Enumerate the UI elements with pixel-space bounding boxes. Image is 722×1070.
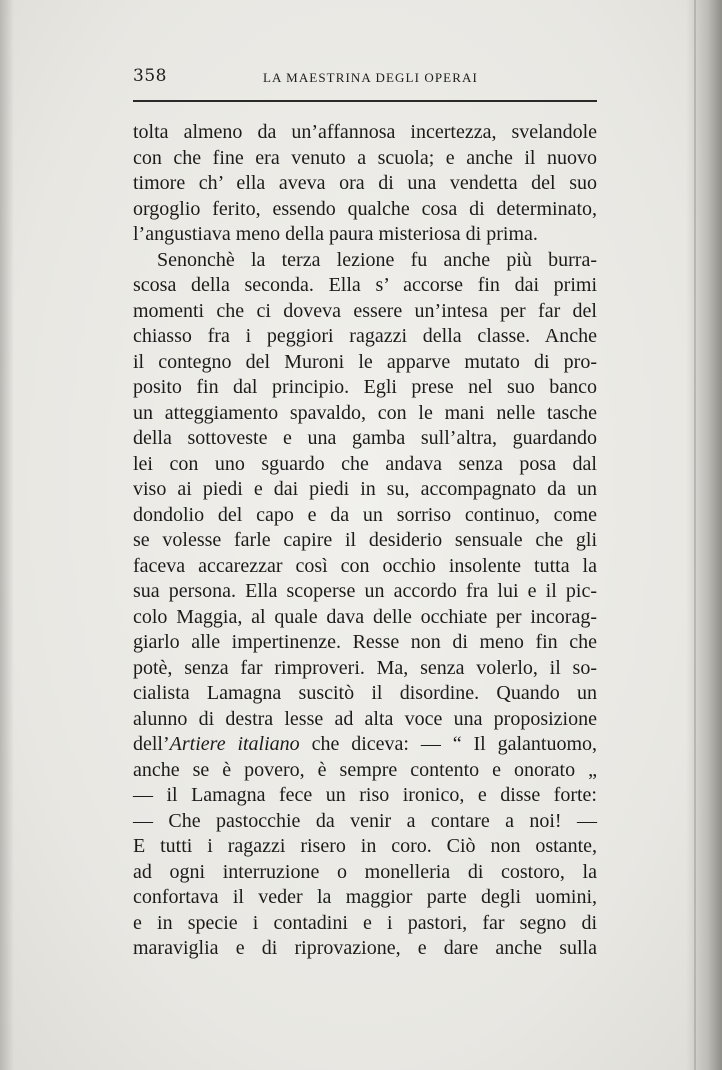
text-line: con che fine era venuto a scuola; e anche il nuovo bbox=[133, 146, 597, 169]
page-number: 358 bbox=[133, 66, 167, 86]
text-line: Senonchè la terza lezione fu anche più burra- bbox=[157, 248, 597, 271]
text-line: viso ai piedi e dai piedi in su, accompagnato da un bbox=[133, 478, 597, 500]
text-line: alunno di destra lesse ad alta voce una proposizione bbox=[133, 707, 597, 730]
text-line: della sottoveste e una gamba sull’altra, guardando bbox=[133, 427, 597, 449]
text-line: orgoglio ferito, essendo qualche cosa di determinato, bbox=[133, 197, 597, 220]
text-line: sua persona. Ella scoperse un accordo fra lui e il pic- bbox=[133, 580, 597, 602]
text-line: lei con uno sguardo che andava senza posa dal bbox=[133, 452, 597, 475]
page-gutter-line bbox=[694, 0, 696, 1070]
text-line: E tutti i ragazzi risero in coro. Ciò non ostante, bbox=[133, 835, 597, 857]
text-line-prefix: dell’ bbox=[133, 733, 170, 755]
text-line: momenti che ci doveva essere un’intesa per far del bbox=[133, 299, 597, 322]
text-line: se volesse farle capire il desiderio sensuale che gli bbox=[133, 529, 597, 551]
text-line: posito fin dal principio. Egli prese nel suo banco bbox=[133, 376, 597, 398]
text-line: colo Maggia, al quale dava delle occhiate per incorag- bbox=[133, 605, 597, 628]
text-line: potè, senza far rimproveri. Ma, senza volerlo, il so- bbox=[133, 656, 597, 679]
text-line: l’angustiava meno della paura misteriosa di prima. bbox=[133, 223, 538, 245]
text-line: — il Lamagna fece un riso ironico, e disse forte: bbox=[133, 784, 597, 806]
body-text bbox=[133, 120, 597, 962]
text-line: tolta almeno da un’affannosa incertezza, svelandole bbox=[133, 121, 597, 143]
running-head: LA MAESTRINA DEGLI OPERAI bbox=[263, 70, 478, 85]
text-line: timore ch’ ella aveva ora di una vendetta del suo bbox=[133, 172, 597, 194]
text-line: cialista Lamagna suscitò il disordine. Quando un bbox=[133, 682, 597, 704]
page-right-shadow bbox=[686, 0, 722, 1070]
text-line: chiasso fra i peggiori ragazzi della classe. Anche bbox=[133, 325, 597, 347]
text-line: anche se è povero, è sempre contento e onorato „ bbox=[133, 758, 597, 781]
text-line: — Che pastocchie da venir a contare a noi! — bbox=[133, 809, 597, 832]
text-line: confortava il veder la maggior parte degli uomini, bbox=[133, 886, 597, 908]
text-line: faceva accarezzar così con occhio insolente tutta la bbox=[133, 554, 597, 577]
text-line: un atteggiamento spavaldo, con le mani nelle tasche bbox=[133, 401, 597, 424]
text-line: il contegno del Muroni le apparve mutato di pro- bbox=[133, 350, 597, 373]
italic-title: Artiere italiano bbox=[169, 733, 300, 755]
text-line-mixed bbox=[133, 732, 597, 758]
text-line: scosa della seconda. Ella s’ accorse fin dai primi bbox=[133, 274, 597, 296]
page-header bbox=[133, 66, 597, 92]
text-line: dondolio del capo e da un sorriso continuo, come bbox=[133, 503, 597, 526]
text-line: e in specie i contadini e i pastori, far segno di bbox=[133, 911, 597, 934]
page-left-shadow bbox=[0, 0, 14, 1070]
text-line: maraviglia e di riprovazione, e dare anche sulla bbox=[133, 937, 597, 959]
header-rule bbox=[133, 100, 597, 102]
text-line: ad ogni interruzione o monelleria di costoro, la bbox=[133, 860, 597, 883]
text-line-suffix: che diceva: — “ Il galantuomo, bbox=[299, 733, 598, 755]
text-line: giarlo alle impertinenze. Resse non di meno fin che bbox=[133, 631, 597, 653]
